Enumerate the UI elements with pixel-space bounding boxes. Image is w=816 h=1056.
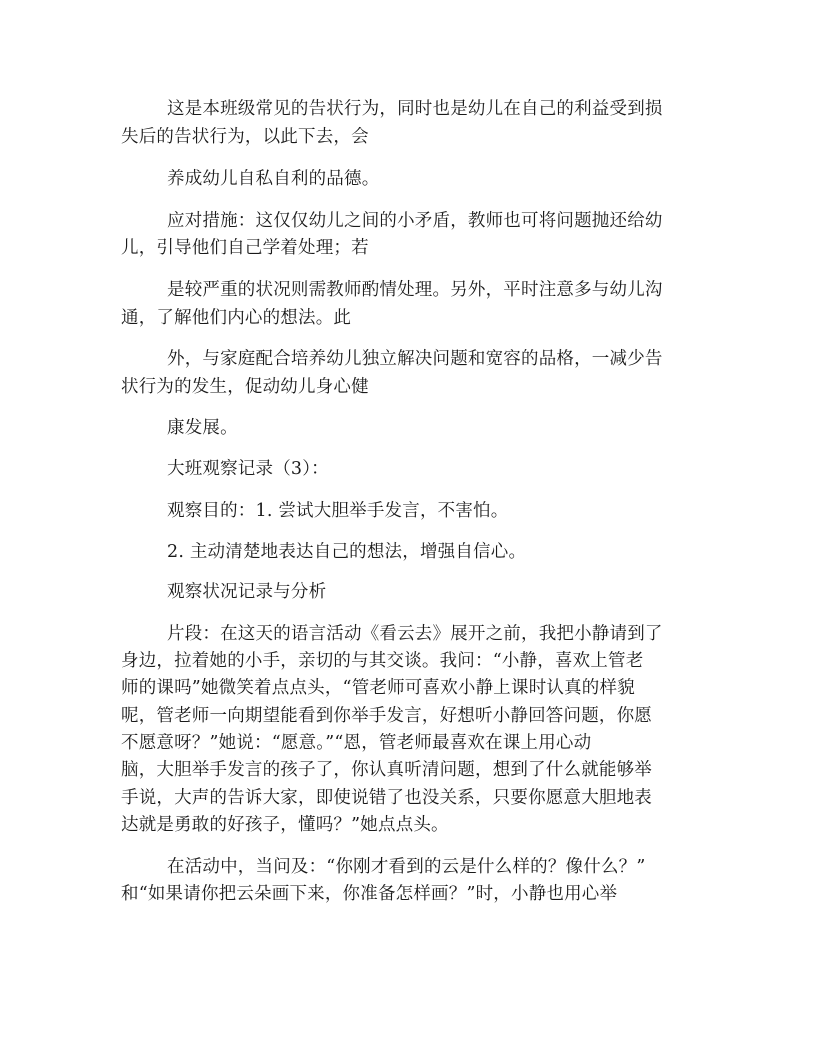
text-line: 养成幼儿自私自利的品德。: [167, 169, 380, 189]
text-line: 手说，大声的告诉大家，即使说错了也没关系，只要你愿意大胆地表: [121, 788, 652, 808]
text-line: 观察状况记录与分析: [167, 582, 327, 602]
text-line: 脑，大胆举手发言的孩子了，你认真听清问题，想到了什么就能够举: [121, 760, 652, 780]
section-heading: 大班观察记录（3）：: [167, 459, 329, 479]
text-line: 不愿意呀？”她说：“愿意。”“恩，管老师最喜欢在课上用心动: [121, 733, 592, 753]
text-line: 通，了解他们内心的想法。此: [121, 308, 352, 328]
text-line: 儿，引导他们自己学着处理；若: [121, 238, 369, 258]
text-line: 观察目的：1. 尝试大胆举手发言，不害怕。: [167, 501, 509, 521]
text-line: 失后的告状行为，以此下去，会: [121, 127, 369, 147]
text-line: 应对措施：这仅仅幼儿之间的小矛盾，教师也可将问题抛还给幼: [167, 211, 663, 231]
text-line: 和“如果请你把云朵画下来，你准备怎样画？”时，小静也用心举: [121, 884, 618, 904]
text-line: 身边，拉着她的小手，亲切的与其交谈。我问：“小静，喜欢上管老: [121, 651, 644, 671]
text-line: 外，与家庭配合培养幼儿独立解决问题和宽容的品格，一减少告: [167, 349, 663, 369]
text-line: 状行为的发生，促动幼儿身心健: [121, 377, 369, 397]
text-line: 呢，管老师一向期望能看到你举手发言，好想听小静回答问题，你愿: [121, 706, 652, 726]
text-line: 在活动中，当问及：“你刚才看到的云是什么样的？像什么？”: [167, 857, 646, 877]
text-line: 这是本班级常见的告状行为，同时也是幼儿在自己的利益受到损: [167, 99, 663, 119]
text-line: 2. 主动清楚地表达自己的想法，增强自信心。: [167, 542, 527, 562]
text-line: 片段：在这天的语言活动《看云去》展开之前，我把小静请到了: [167, 624, 663, 644]
text-line: 师的课吗”她微笑着点点头，“管老师可喜欢小静上课时认真的样貌: [121, 678, 635, 698]
text-line: 是较严重的状况则需教师酌情处理。另外，平时注意多与幼儿沟: [167, 280, 663, 300]
text-line: 达就是勇敢的好孩子，懂吗？”她点点头。: [121, 815, 449, 835]
text-line: 康发展。: [167, 418, 238, 438]
